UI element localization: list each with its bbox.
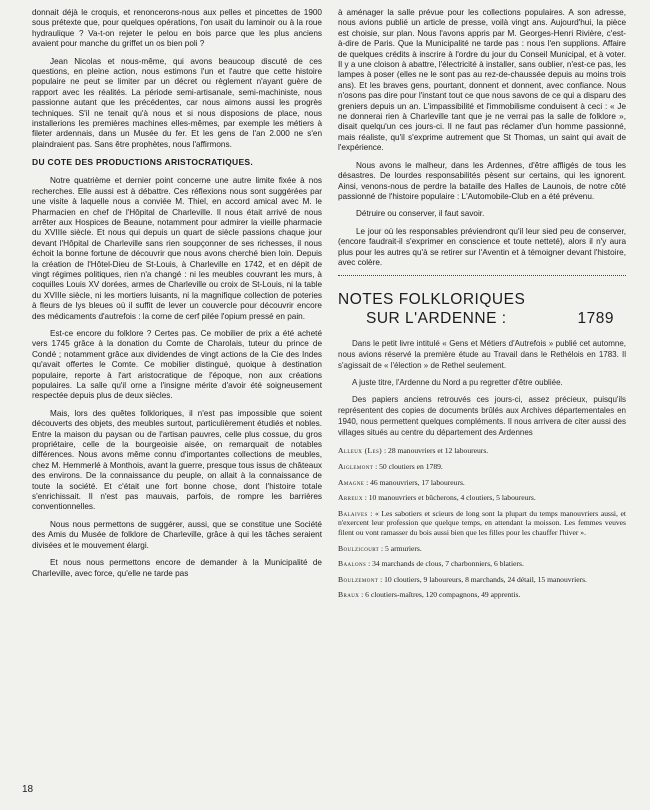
paragraph: Nous avons le malheur, dans les Ardennes, d'être affligés de tous les désastres. De lourdes responsabilités pèsent sur certains, qui les ignorent. Ainsi, venons-nous de perdre la bataille des Halles de Launois, de notre côté passionné de l'histoire populaire : L'Automobile-Club en a été prévenu.: [338, 160, 626, 201]
village-name: Amagne: [338, 477, 365, 487]
paragraph: Mais, lors des quêtes folkloriques, il n'est pas impossible que soient découverts des objets, des meubles surtout, particulièrement étudiés et nobles. Entre la maison du paysan ou de l'artisan pauvres, celle plus cossue, du gros propriétaire, celle de la bourgeoisie aisée, on remarquait de notables différences. Nous avons même connu d'importantes collections de meubles, chez M. Hemmerlé à Monthois, avant la guerre, presque tous issus de châteaux des environs. De la connaissance du peuple, on allait à la connaissance de toute la société. Et c'était une fort bonne chose, dont l'histoire totale s'enrichissait. Il n'est pas mauvais, parfois, de rompre les barrières conventionnelles.: [32, 408, 322, 512]
paragraph: Notre quatrième et dernier point concerne une autre limite fixée à nos recherches. Elle aussi est à débattre. Ces réflexions nous sont suggérées par une visite à laquelle nous a conviée M. Thiel, en accord amical avec M. le Pharmacien en chef de l'Hôpital de Charleville. Il nous était arrivé de nous arrêter aux Hospices de Beaune, notamment pour admirer la vieille pharmacie du XVIIIe siècle. Et nous qui depuis un quart de siècle passions chaque jour devant l'Hôpital de Charleville sans rien soupçonner de ses richesses, il nous échoit la bonne fortune de découvrir que nous avons cherché bien loin. Depuis la création de l'Hôtel-Dieu de St-Louis, à Charleville en 1742, et en dépit de vingt régimes politiques, rien n'a changé : ni les meubles couvrant les murs, à coquilles Louis XV dorées, armes de Charleville ou croix de St-Louis, ni la table du XVIIIe siècle, ni les mortiers luisants, ni la magnifique collection de poteries à fleurs de lys bleues où il suffit de lever un couvercle pour découvrir encore des médicaments d'autrefois : la corne de cerf pilée l'opium pressé en pain.: [32, 176, 322, 321]
right-column: [338, 8, 626, 606]
list-item: [338, 478, 626, 488]
village-name: Baalons: [338, 559, 367, 569]
village-name: Boulzemont: [338, 574, 379, 584]
paragraph: à aménager la salle prévue pour les collections populaires. A son adresse, nous avions publié un article de presse, voilà vingt ans. Aujourd'hui, la pièce est choisie, sur plan. Nous l'avons appris par M. Georges-Henri Rivière, c'est-à-dire de Paris. Que la Municipalité ne tarde pas : nous l'en supplions. Affaire de quelques crédits à inscrire à l'ordre du jour du Conseil Municipal, et à voter. Il y a une cloison à abattre, l'électricité à installer, sans oublier, n'est-ce pas, les lampes à poser (elles ne le sont pas au rez-de-chaussée depuis au moins trois ans). Et les braves gens, pourtant, donnent et donnent, avec confiance. Nous n'osons pas dire pour l'instant tout ce que nous savons de ce qui a disparu des greniers depuis un an. L'impassibilité et l'immobilisme conduisent à ceci : « Je ne donnerai rien à Charleville tant que je ne verrai pas la salle de folklore », disait quelqu'un ces jours-ci. Il ne faut pas réclamer d'un homme passionné, mais réaliste, qu'il s'exprime autrement que St Thomas, un saint qui avait de l'expérience.: [338, 8, 626, 153]
village-text: : 6 cloutiers-maîtres, 120 compagnons, 49 apprentis.: [361, 590, 521, 600]
village-text: : 34 marchands de clous, 7 charbonniers, 6 blatiers.: [368, 559, 524, 569]
title-year: 1789: [577, 310, 614, 328]
article-title: [338, 290, 626, 328]
article-paragraph: A juste titre, l'Ardenne du Nord a pu regretter d'être oubliée.: [352, 378, 563, 388]
village-text: : 5 armuriers.: [381, 543, 422, 553]
village-name: Braux: [338, 590, 360, 600]
left-column: [32, 8, 322, 586]
page-number: 18: [22, 784, 34, 795]
paragraph: Et nous nous permettons encore de demander à la Municipalité de Charleville, avec force, qu'elle ne tarde pas: [32, 558, 322, 578]
section-heading: DU COTE DES PRODUCTIONS ARISTOCRATIQUES.: [32, 157, 254, 168]
village-list: [338, 446, 626, 600]
list-item: [338, 462, 626, 472]
village-text: : « Les sabotiers et scieurs de long sont la plupart du temps manouvriers aussi, et n'exercent leur profession que quelque temps, en attendant la moisson. Les femmes veuves filent ou vont ramasser du bois aussi bien que les filles pour les chauffer l'hiver ».: [338, 508, 626, 537]
list-item: [338, 493, 626, 503]
village-text: : 28 manouvriers et 12 laboureurs.: [384, 446, 489, 456]
list-item: [338, 559, 626, 569]
list-item: [338, 544, 626, 554]
list-item: [338, 509, 626, 538]
paragraph: Le jour où les responsables préviendront qu'il leur sied peu de conserver, (encore faudrait-il s'exprimer en conscience et toute netteté), alors il n'y aura plus pour les autres qu'à se retirer sur l'Aventin et à témoigner devant l'histoire, avec colère.: [338, 226, 626, 267]
title-line-2: SUR L'ARDENNE :: [366, 310, 507, 328]
article-paragraph: Des papiers anciens retrouvés ces jours-ci, assez précieux, puisqu'ils représentent des copies de documents brûlés aux Archives départementales en 1940, nous permettent quelques compléments. Il nous arrivera de citer aussi des villages situés au centre du département des Ardennes: [338, 395, 626, 438]
village-name: Boulzicourt: [338, 543, 380, 553]
article-paragraph: Dans le petit livre intitulé « Gens et Métiers d'Autrefois » publié cet automne, nous avions réservé la première étude au Travail dans le Rethélois en 1783. Il s'agissait de « l'élection » de Rethel seulement.: [338, 339, 626, 371]
village-text: : 46 manouvriers, 17 laboureurs.: [366, 477, 465, 487]
village-text: : 10 manouvriers et bûcherons, 4 cloutiers, 5 laboureurs.: [364, 493, 536, 503]
village-name: Alleux (Les): [338, 446, 383, 456]
paragraph: Détruire ou conserver, il faut savoir.: [356, 209, 485, 219]
list-item: [338, 590, 626, 600]
village-name: Balaives: [338, 508, 368, 518]
village-text: : 10 cloutiers, 9 laboureurs, 8 marchands, 24 détail, 15 manouvriers.: [380, 574, 587, 584]
village-name: Aiglemont: [338, 461, 374, 471]
paragraph: Jean Nicolas et nous-même, qui avons beaucoup discuté de ces questions, en pleine action, nous estimons l'un et l'autre que cette histoire populaire ne peut se limiter par un décret ou règlement n'ayant guère de rapport avec les réalités. La période semi-artisanale, semi-machiniste, nous passionne autant que les précédentes, car nous aimons aussi les progrès techniques. S'il ne tenait qu'à nous et si nous disposions de place, nous installerions les premières machines elles-mêmes, par exemple les métiers à fileter ardennais, dans un Musée du fer. Et les gens de l'an 2.000 ne s'en plaindraient pas. Sans être prophètes, nous l'affirmons.: [32, 56, 322, 149]
village-name: Arreux: [338, 493, 363, 503]
title-line-1: NOTES FOLKLORIQUES: [338, 291, 526, 309]
list-item: [338, 446, 626, 456]
paragraph: donnait déjà le croquis, et renoncerons-nous aux pelles et pincettes de 1900 sous prétexte que, pour quelques opérations, l'on usait du laminoir ou à la roue hydraulique ? Va-t-on rejeter le pelou en bois parce que les plus anciens avaient pour manche du griffet un os bien poli ?: [32, 8, 322, 49]
divider: [338, 275, 626, 276]
list-item: [338, 575, 626, 585]
village-text: : 50 cloutiers en 1789.: [375, 461, 443, 471]
paragraph: Nous nous permettons de suggérer, aussi, que se constitue une Société des Amis du Musée de folklore de Charleville, grâce à qui les tâches seraient divisées et le mouvement élargi.: [32, 519, 322, 550]
paragraph: Est-ce encore du folklore ? Certes pas. Ce mobilier de prix a été acheté vers 1745 grâce à la donation du Comte de Charolais, tuteur du prince de Condé ; notamment grâce aux dividendes de vingt actions de la Cie des Indes qu'avait offertes le Comte. Ce mobilier distingué, quoique à destination populaire, reporte à l'art aristocratique de l'époque, non aux créations populaires. La salle qu'il orne a l'insigne mérite d'avoir été soigneusement respectée depuis plus de deux siècles.: [32, 328, 322, 401]
